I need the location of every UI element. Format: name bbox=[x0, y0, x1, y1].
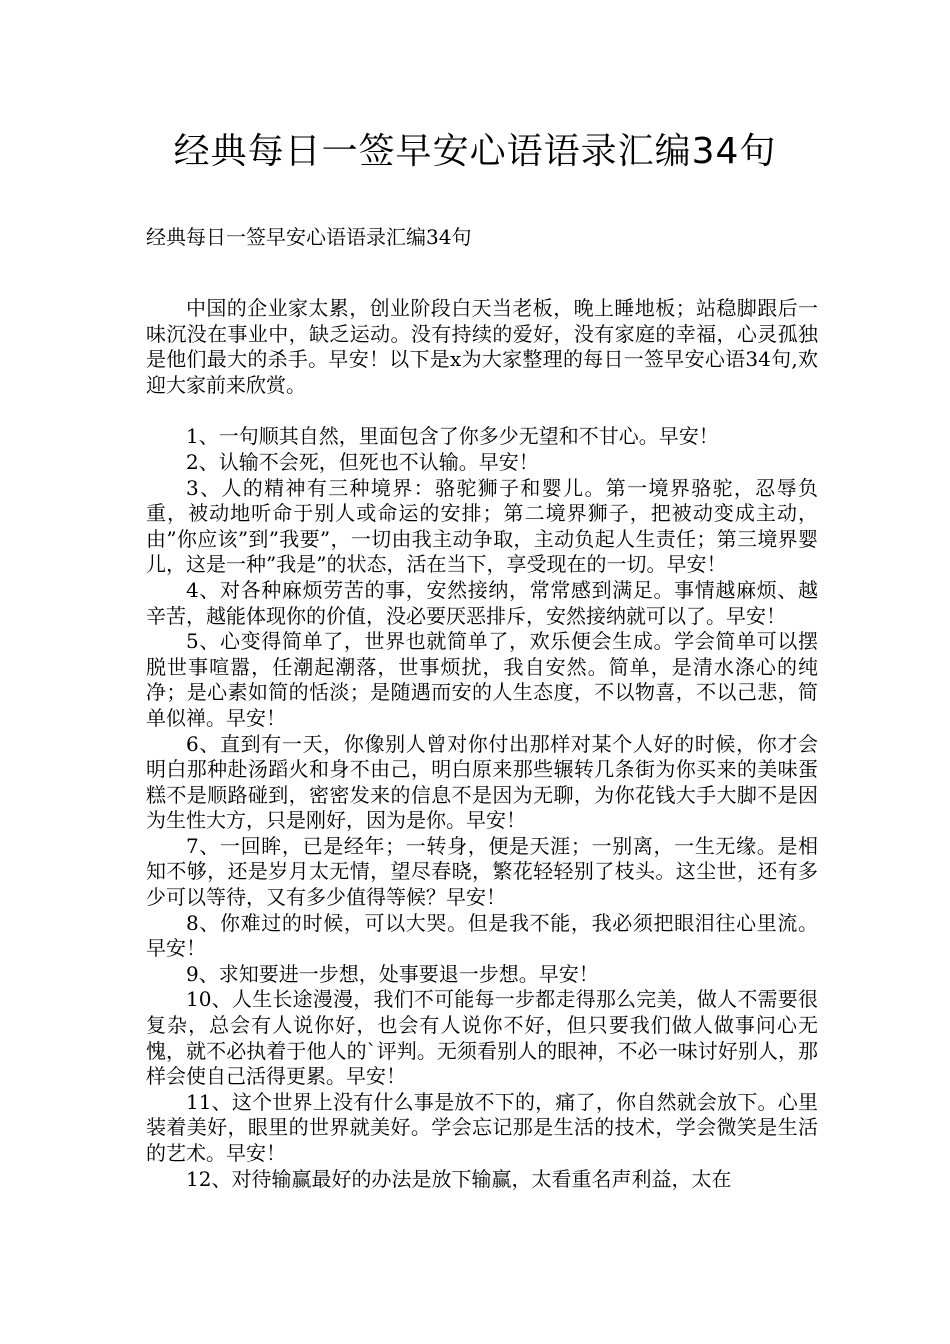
document-subtitle: 经典每日一签早安心语语录汇编34句 bbox=[146, 225, 472, 249]
quote-item-8: 8、你难过的时候，可以大哭。但是我不能，我必须把眼泪往心里流。早安！ bbox=[146, 910, 818, 961]
document-title: 经典每日一签早安心语语录汇编34句 bbox=[173, 131, 777, 172]
intro-paragraph: 中国的企业家太累，创业阶段白天当老板，晚上睡地板；站稳脚跟后一味沉没在事业中，缺乏运动。没有持续的爱好，没有家庭的幸福，心灵孤独是他们最大的杀手。早安！以下是x为大家整理的每日一签早安心语34句,欢迎大家前来欣赏。 bbox=[146, 296, 818, 397]
quote-item-9: 9、求知要进一步想，处事要退一步想。早安！ bbox=[186, 961, 599, 986]
quote-item-6: 6、直到有一天，你像别人曾对你付出那样对某个人好的时候，你才会明白那种赴汤蹈火和身不由己，明白原来那些辗转几条街为你买来的美味蛋糕不是顺路碰到，密密发来的信息不是因为无聊，为你花钱大手大脚不是因为生性大方，只是刚好，因为是你。早安！ bbox=[146, 731, 818, 833]
quote-item-3: 3、人的精神有三种境界：骆驼狮子和婴儿。第一境界骆驼，忍辱负重，被动地听命于别人或命运的安排；第二境界狮子，把被动变成主动，由”你应该”到”我要”，一切由我主动争取，主动负起人生责任；第三境界婴儿，这是一种”我是”的状态，活在当下，享受现在的一切。早安！ bbox=[146, 475, 818, 577]
quote-item-10: 10、人生长途漫漫，我们不可能每一步都走得那么完美，做人不需要很复杂，总会有人说你好，也会有人说你不好，但只要我们做人做事问心无愧，就不必执着于他人的`评判。无须看别人的眼神，不必一味讨好别人，那样会使自己活得更累。早安！ bbox=[146, 987, 818, 1089]
document-body bbox=[146, 296, 818, 1192]
quote-item-5: 5、心变得简单了，世界也就简单了，欢乐便会生成。学会简单可以摆脱世事喧嚣，任潮起潮落，世事烦扰，我自安然。简单，是清水涤心的纯净；是心素如简的恬淡；是随遇而安的人生态度，不以物喜，不以己悲，简单似禅。早安！ bbox=[146, 629, 818, 730]
quote-item-7: 7、一回眸，已是经年；一转身，便是天涯；一别离，一生无缘。是相知不够，还是岁月太无情，望尽春晓，繁花轻轻别了枝头。这尘世，还有多少可以等待，又有多少值得等候？早安！ bbox=[146, 833, 818, 910]
quote-item-2: 2、认输不会死，但死也不认输。早安！ bbox=[186, 449, 539, 474]
quote-item-1: 1、一句顺其自然，里面包含了你多少无望和不甘心。早安！ bbox=[186, 424, 719, 449]
quote-item-11: 11、这个世界上没有什么事是放不下的，痛了，你自然就会放下。心里装着美好，眼里的世界就美好。学会忘记那是生活的技术，学会微笑是生活的艺术。早安！ bbox=[146, 1089, 818, 1165]
quote-item-12: 12、对待输赢最好的办法是放下输赢，太看重名声利益，太在 bbox=[186, 1166, 732, 1191]
quote-item-4: 4、对各种麻烦劳苦的事，安然接纳，常常感到满足。事情越麻烦、越辛苦，越能体现你的价值，没必要厌恶排斥，安然接纳就可以了。早安！ bbox=[146, 577, 818, 628]
